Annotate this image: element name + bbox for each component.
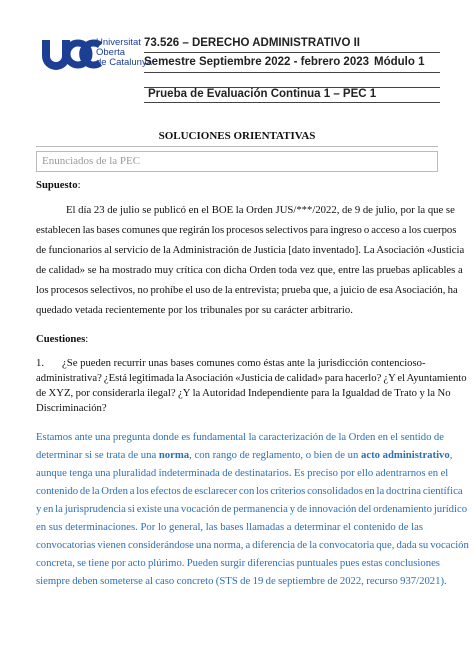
keyword-norma: norma: [158, 449, 190, 461]
cuestiones-label: Cuestiones: [36, 333, 86, 345]
header-rule: [144, 72, 440, 73]
answer-line: convocatorias vienen considerándose una norma, a diferencia de la convocatoria que, dada su vocación: [36, 539, 469, 551]
question-line: Discriminación?: [36, 402, 107, 414]
answer-line: Estamos ante una pregunta donde es fundamental la caracterización de la Orden en el sentido de: [36, 431, 444, 443]
answer-text: , con rango de reglamento, o bien de un: [189, 449, 361, 461]
supuesto-line: los procesos selectivos, no prohíbe el uso de la entrevista; prueba que, a juicio de esa Asociación, ha: [36, 284, 458, 296]
semester-label: Semestre Septiembre 2022 - febrero 2023: [144, 56, 370, 68]
answer-line: concreta, se tiene por acto plúrimo. Pueden surgir diferencias puntuales pues estas conclusiones: [36, 557, 440, 569]
exam-label: Prueba de Evaluación Continua 1 – PEC 1: [148, 88, 377, 100]
supuesto-line: quedado vetada recientemente por los tribunales por su carácter arbitrario.: [36, 304, 353, 316]
cuestiones-colon: :: [85, 333, 89, 345]
answer-text: determinar si se trata de una: [36, 449, 159, 461]
question-line: de XYZ, por considerarla ilegal? ¿Y la Autoridad Independiente para la Igualdad de Trato y la No: [36, 387, 451, 399]
university-line-3: de Catalunya: [96, 57, 152, 68]
university-line-2: Oberta: [96, 47, 126, 58]
answer-1: [36, 428, 469, 590]
supuesto-line: de calidad» se ha mostrado muy crítica con dicha Orden toda vez que, entre las pruebas aplicables a: [36, 264, 463, 276]
answer-line: [36, 446, 453, 464]
question-text: ¿Se pueden recurrir unas bases comunes como éstas ante la jurisdicción contencioso-: [62, 357, 426, 369]
supuesto-line: de funcionarios al servicio de la Administración de Justicia [dato inventado]. La Asociación «Justicia: [36, 244, 465, 256]
answer-line: contenido de la Orden a los efectos de esclarecer con los criterios consolidados en la doctrina científica: [36, 485, 463, 497]
section-header-box: [36, 151, 438, 172]
supuesto-line: El día 23 de julio se publicó en el BOE la Orden JUS/***/2022, de 9 de julio, por la que se: [66, 204, 455, 216]
supuesto-paragraph: [36, 200, 465, 320]
answer-line: siempre deben someterse al caso concreto (STS de 19 de septiembre de 2022, recurso 937/2021).: [36, 575, 447, 587]
question-line: [36, 356, 438, 371]
title-rule: [36, 146, 438, 147]
supuesto-line: establecen las bases comunes que regirán los procesos selectivos para ingreso o acceso a los cuerpos: [36, 224, 457, 236]
supuesto-colon: :: [77, 179, 81, 191]
question-line: administrativa? ¿Está legitimada la Asociación «Justicia de calidad» para hacerlo? ¿Y el Ayuntamiento: [36, 372, 467, 384]
supuesto-heading: [36, 176, 438, 195]
section-label: Enunciados de la PEC: [42, 155, 141, 167]
question-number: 1.: [36, 357, 45, 369]
answer-text: ,: [449, 449, 453, 461]
university-line-1: Universitat: [96, 37, 141, 48]
answer-line: en sus determinaciones. Por lo general, las bases llamadas a determinar el contenido de las: [36, 521, 423, 533]
question-1: [36, 356, 467, 416]
page-title: SOLUCIONES ORIENTATIVAS: [158, 130, 316, 142]
header-rule: [144, 52, 440, 53]
keyword-acto: acto administrativo: [360, 449, 450, 461]
answer-line: y en la jurisprudencia si existe una vocación de permanencia y de innovación del ordenamiento jurídico: [36, 503, 468, 515]
supuesto-label: Supuesto: [36, 179, 78, 191]
course-title: 73.526 – DERECHO ADMINISTRATIVO II: [144, 37, 360, 49]
answer-line: aunque tenga una pluralidad indeterminada de destinatarios. Es preciso por ello adentrarnos en el: [36, 467, 449, 479]
cuestiones-heading: [36, 330, 438, 349]
module-label: Módulo 1: [374, 56, 425, 68]
